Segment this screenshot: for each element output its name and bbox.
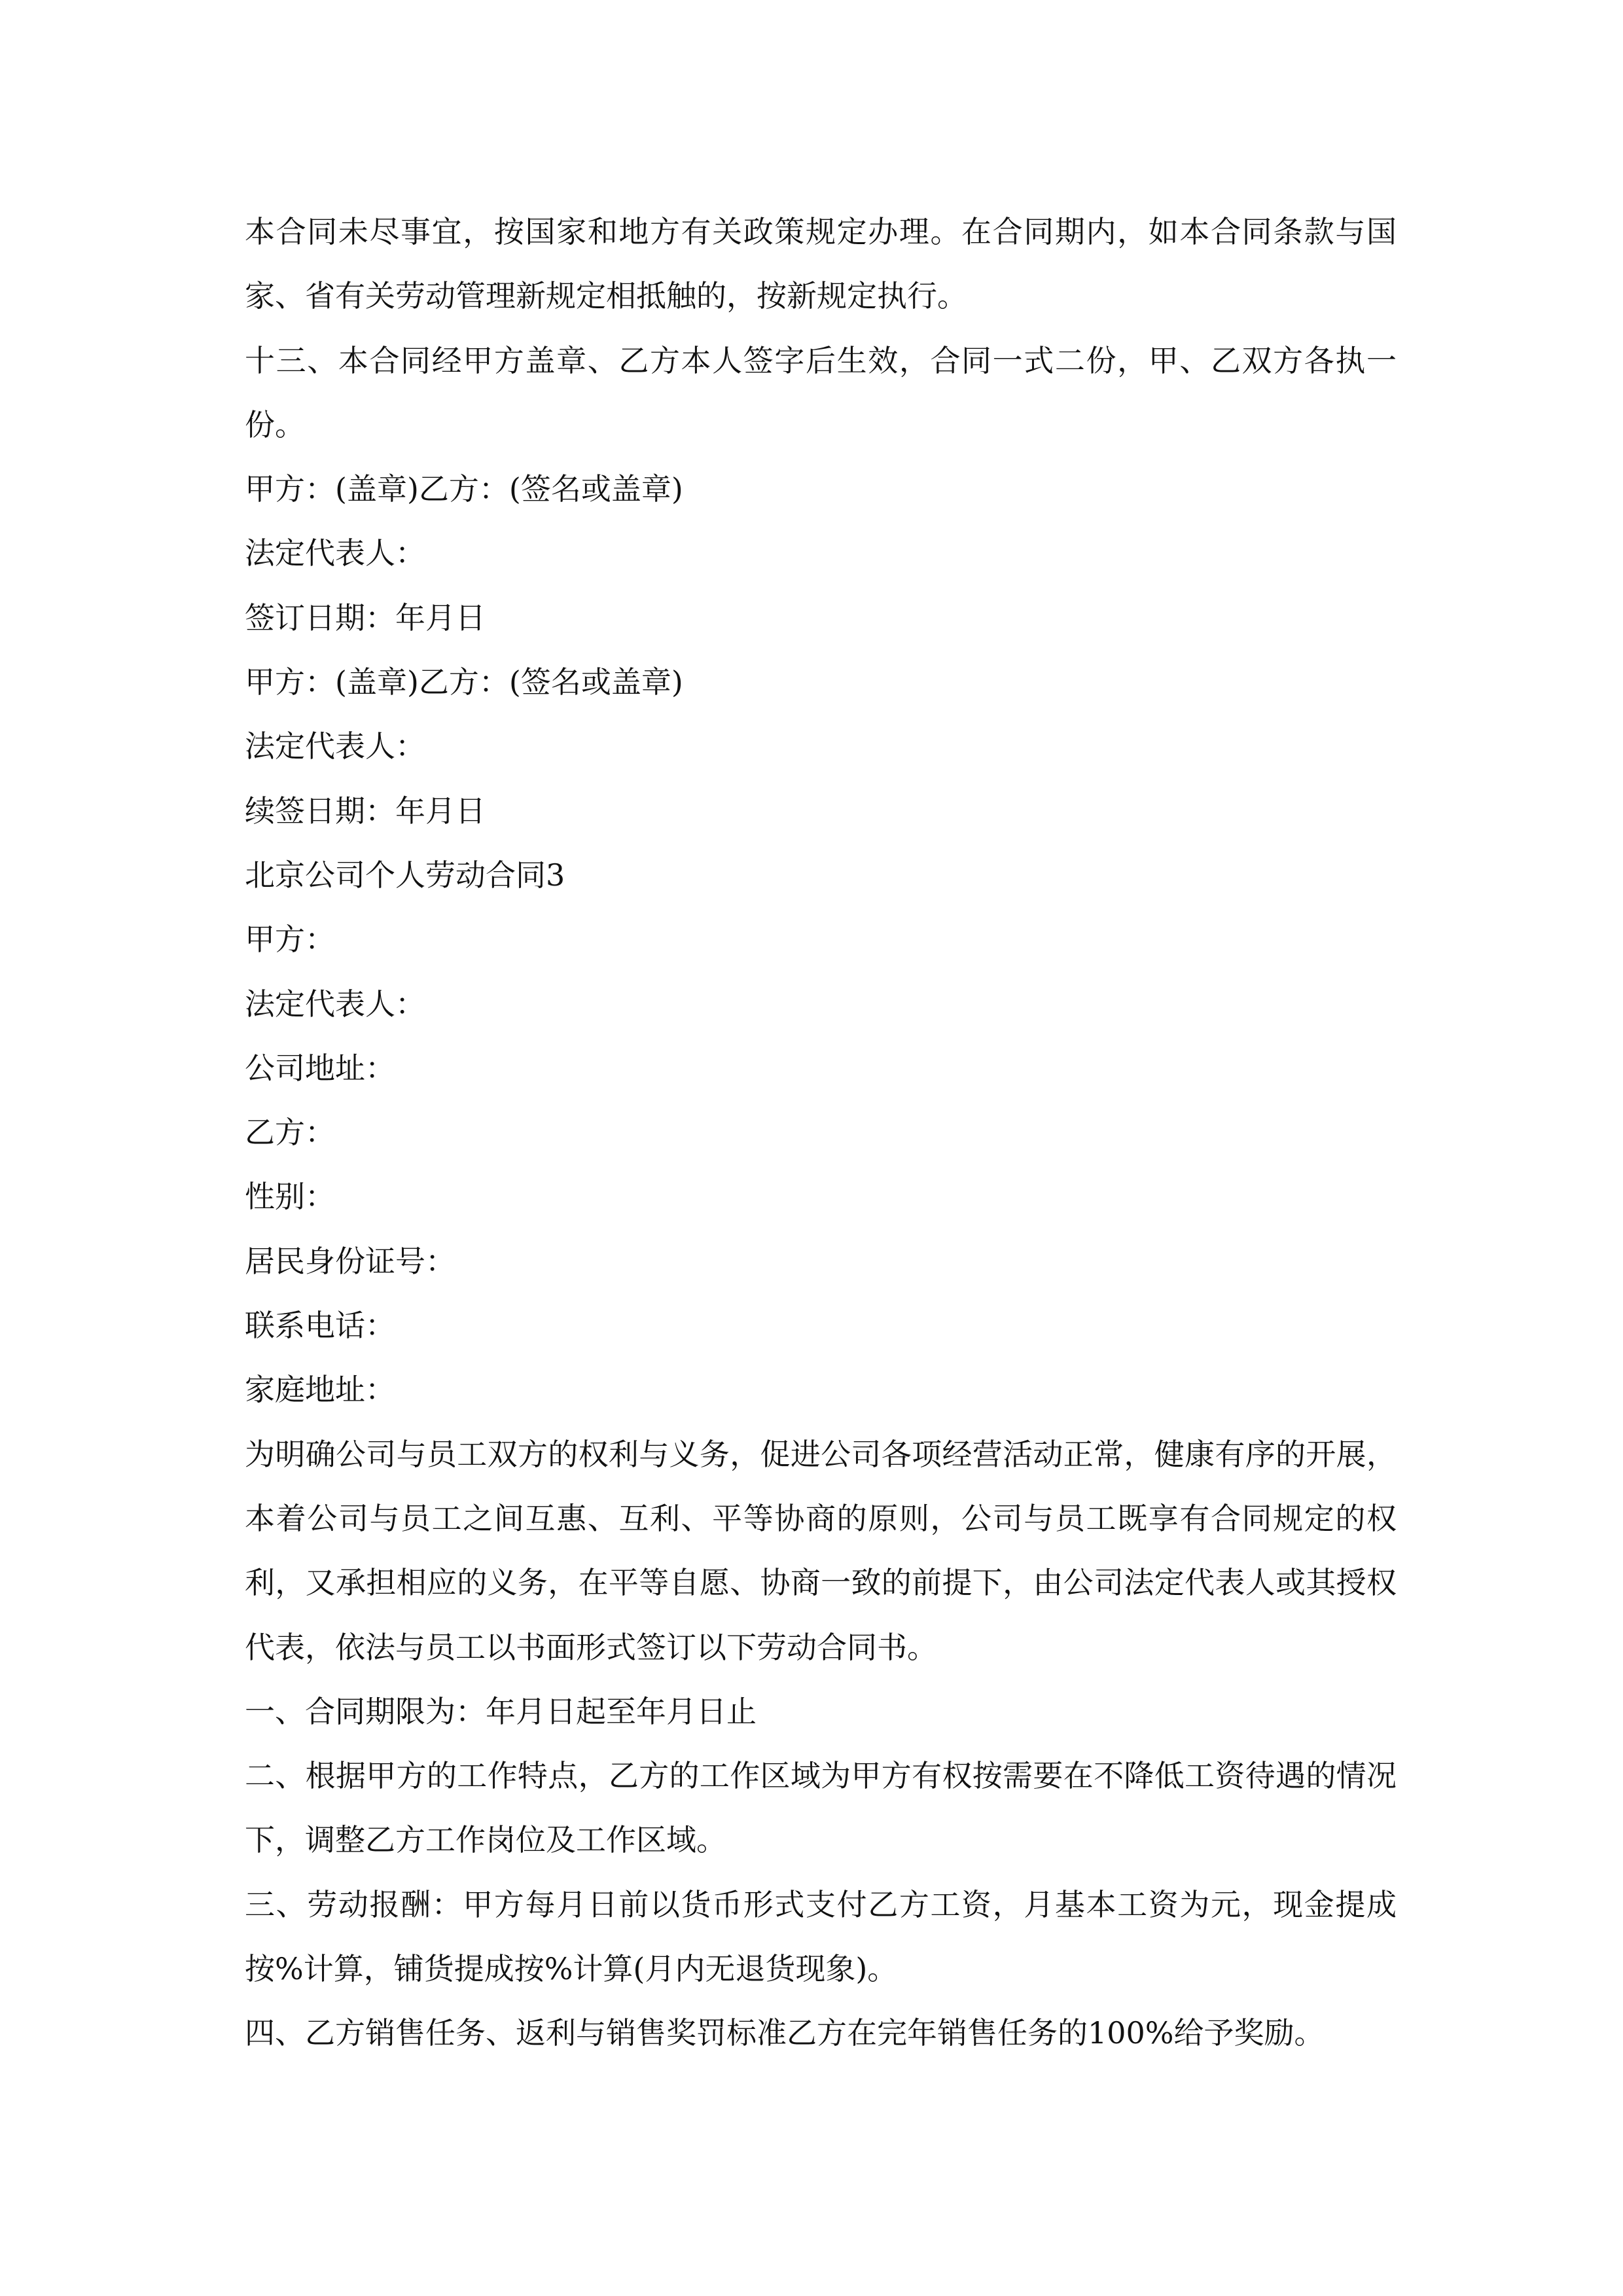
paragraph-preamble: 为明确公司与员工双方的权利与义务，促进公司各项经营活动正常，健康有序的开展，本着公司与员工之间互惠、互利、平等协商的原则，公司与员工既享有合同规定的权利，又承担相应的义务，在平等自愿、协商一致的前提下，由公司法定代表人或其授权代表，依法与员工以书面形式签订以下劳动合同书。 xyxy=(245,1436,1397,1665)
document-body xyxy=(245,200,1397,2066)
paragraph-clause-13: 十三、本合同经甲方盖章、乙方本人签字后生效，合同一式二份，甲、乙双方各执一份。 xyxy=(245,342,1397,442)
company-address-field: 公司地址： xyxy=(245,1050,395,1086)
paragraph-clause-2: 二、根据甲方的工作特点，乙方的工作区域为甲方有权按需要在不降低工资待遇的情况下，调整乙方工作岗位及工作区域。 xyxy=(245,1758,1397,1858)
home-address-field: 家庭地址： xyxy=(245,1372,395,1408)
legal-representative-line-renewal: 法定代表人： xyxy=(245,728,425,764)
legal-representative-line: 法定代表人： xyxy=(245,535,425,571)
gender-field: 性别： xyxy=(245,1179,335,1215)
phone-field: 联系电话： xyxy=(245,1308,395,1344)
signature-line-parties-renewal: 甲方：(盖章)乙方：(签名或盖章) xyxy=(245,664,683,700)
paragraph-clause-1: 一、合同期限为：年月日起至年月日止 xyxy=(245,1693,757,1729)
section-title: 北京公司个人劳动合同3 xyxy=(245,857,565,893)
paragraph-clause-4: 四、乙方销售任务、返利与销售奖罚标准乙方在完年销售任务的100%给予奖励。 xyxy=(245,2015,1325,2051)
party-b-field: 乙方： xyxy=(245,1115,335,1151)
paragraph-supplementary-terms: 本合同未尽事宜，按国家和地方有关政策规定办理。在合同期内，如本合同条款与国家、省有关劳动管理新规定相抵触的，按新规定执行。 xyxy=(245,214,1397,314)
signature-line-parties: 甲方：(盖章)乙方：(签名或盖章) xyxy=(245,471,683,507)
id-number-field: 居民身份证号： xyxy=(245,1243,455,1279)
renewal-date-line: 续签日期：年月日 xyxy=(245,793,486,829)
legal-representative-field: 法定代表人： xyxy=(245,986,425,1022)
party-a-field: 甲方： xyxy=(245,922,335,958)
paragraph-clause-3: 三、劳动报酬：甲方每月日前以货币形式支付乙方工资，月基本工资为元，现金提成按%计算，铺货提成按%计算(月内无退货现象)。 xyxy=(245,1886,1397,1987)
signing-date-line: 签订日期：年月日 xyxy=(245,600,486,636)
